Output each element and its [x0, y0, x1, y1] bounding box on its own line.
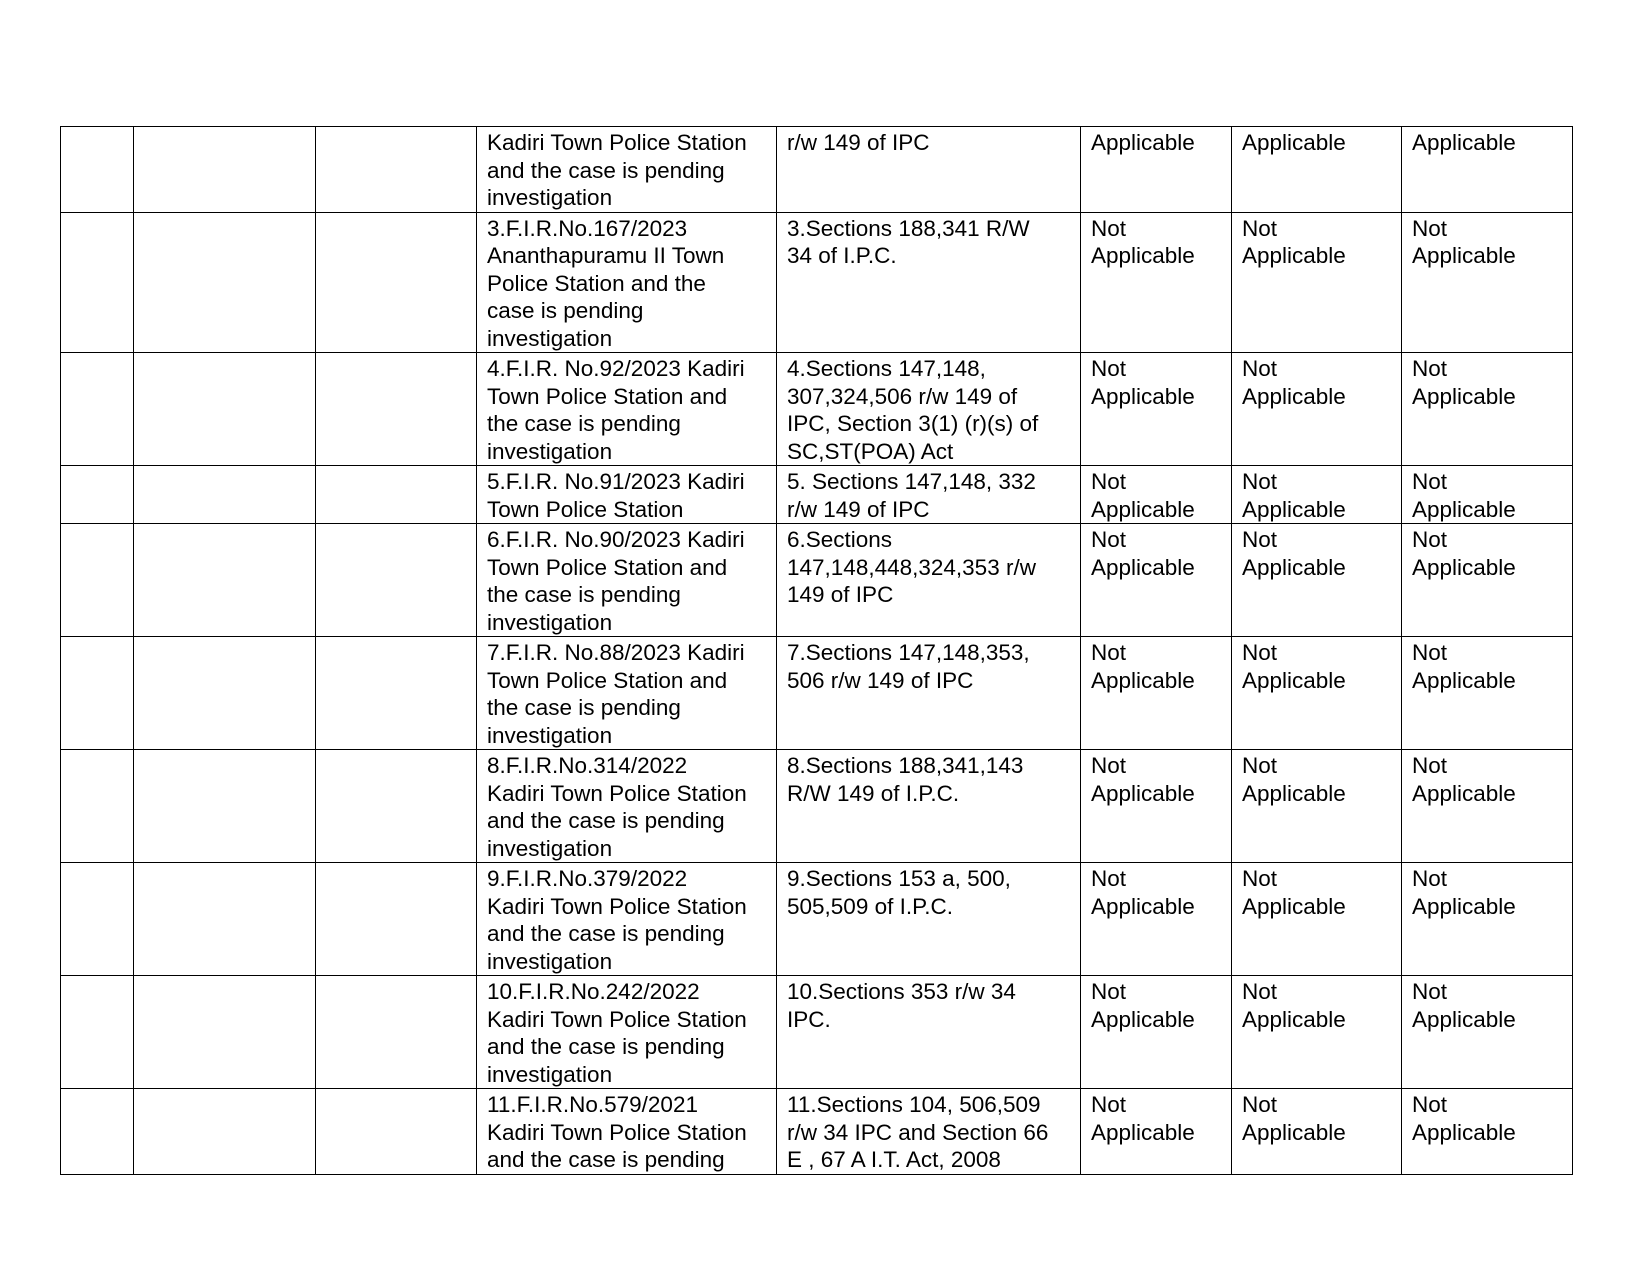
- case-details-cell: [477, 466, 777, 524]
- conviction-text: Applicable: [1242, 130, 1346, 155]
- sections-cell: [777, 637, 1081, 750]
- particulars-cell: [134, 353, 316, 466]
- particulars-cell: [134, 127, 316, 213]
- punishment-cell: [1081, 524, 1232, 637]
- sections-cell: [777, 976, 1081, 1089]
- case-details-text: 4.F.I.R. No.92/2023 Kadiri Town Police Station and the case is pending investigation: [487, 356, 745, 464]
- details-cell: [316, 637, 477, 750]
- case-details-text: 10.F.I.R.No.242/2022 Kadiri Town Police Station and the case is pending investigation: [487, 979, 747, 1087]
- sections-text: 5. Sections 147,148, 332 r/w 149 of IPC: [787, 469, 1036, 522]
- appeal-cell: [1402, 976, 1573, 1089]
- sections-text: 11.Sections 104, 506,509 r/w 34 IPC and Section 66 E , 67 A I.T. Act, 2008: [787, 1092, 1049, 1172]
- particulars-cell: [134, 524, 316, 637]
- table-row: [61, 976, 1573, 1089]
- case-details-cell: [477, 524, 777, 637]
- appeal-text: Not Applicable: [1412, 1092, 1516, 1145]
- punishment-text: Not Applicable: [1091, 1092, 1195, 1145]
- table-row: [61, 353, 1573, 466]
- sections-cell: [777, 353, 1081, 466]
- conviction-text: Not Applicable: [1242, 469, 1346, 522]
- sections-text: r/w 149 of IPC: [787, 130, 930, 155]
- sections-text: 7.Sections 147,148,353, 506 r/w 149 of IPC: [787, 640, 1030, 693]
- conviction-text: Not Applicable: [1242, 215, 1346, 268]
- sr-no-cell: [61, 524, 134, 637]
- conviction-cell: [1232, 212, 1402, 353]
- punishment-text: Not Applicable: [1091, 215, 1195, 268]
- sections-text: 10.Sections 353 r/w 34 IPC.: [787, 979, 1016, 1032]
- sr-no-cell: [61, 212, 134, 353]
- appeal-text: Applicable: [1412, 130, 1516, 155]
- sections-cell: [777, 863, 1081, 976]
- appeal-text: Not Applicable: [1412, 640, 1516, 693]
- conviction-cell: [1232, 1089, 1402, 1175]
- appeal-cell: [1402, 212, 1573, 353]
- table-row: [61, 212, 1573, 353]
- conviction-text: Not Applicable: [1242, 1092, 1346, 1145]
- conviction-text: Not Applicable: [1242, 866, 1346, 919]
- punishment-cell: [1081, 637, 1232, 750]
- details-cell: [316, 750, 477, 863]
- punishment-text: Not Applicable: [1091, 469, 1195, 522]
- particulars-cell: [134, 1089, 316, 1175]
- table-row: [61, 524, 1573, 637]
- case-details-cell: [477, 1089, 777, 1175]
- sections-cell: [777, 1089, 1081, 1175]
- punishment-cell: [1081, 863, 1232, 976]
- sr-no-cell: [61, 750, 134, 863]
- table-row: [61, 1089, 1573, 1175]
- conviction-cell: [1232, 524, 1402, 637]
- sr-no-cell: [61, 353, 134, 466]
- sr-no-cell: [61, 976, 134, 1089]
- appeal-text: Not Applicable: [1412, 527, 1516, 580]
- appeal-text: Not Applicable: [1412, 866, 1516, 919]
- appeal-text: Not Applicable: [1412, 356, 1516, 409]
- details-cell: [316, 524, 477, 637]
- appeal-text: Not Applicable: [1412, 979, 1516, 1032]
- conviction-cell: [1232, 353, 1402, 466]
- appeal-cell: [1402, 127, 1573, 213]
- appeal-cell: [1402, 353, 1573, 466]
- punishment-text: Not Applicable: [1091, 753, 1195, 806]
- sections-text: 6.Sections 147,148,448,324,353 r/w 149 of IPC: [787, 527, 1036, 607]
- punishment-cell: [1081, 212, 1232, 353]
- conviction-text: Not Applicable: [1242, 527, 1346, 580]
- conviction-text: Not Applicable: [1242, 753, 1346, 806]
- sr-no-cell: [61, 637, 134, 750]
- case-details-cell: [477, 127, 777, 213]
- table-row: [61, 127, 1573, 213]
- punishment-text: Not Applicable: [1091, 979, 1195, 1032]
- particulars-cell: [134, 212, 316, 353]
- sr-no-cell: [61, 127, 134, 213]
- sections-text: 9.Sections 153 a, 500, 505,509 of I.P.C.: [787, 866, 1011, 919]
- sections-text: 3.Sections 188,341 R/W 34 of I.P.C.: [787, 215, 1030, 268]
- appeal-cell: [1402, 1089, 1573, 1175]
- case-details-cell: [477, 353, 777, 466]
- appeal-cell: [1402, 637, 1573, 750]
- table-row: [61, 750, 1573, 863]
- particulars-cell: [134, 976, 316, 1089]
- conviction-cell: [1232, 750, 1402, 863]
- conviction-cell: [1232, 863, 1402, 976]
- punishment-text: Applicable: [1091, 130, 1195, 155]
- appeal-cell: [1402, 750, 1573, 863]
- sr-no-cell: [61, 1089, 134, 1175]
- table-row: [61, 863, 1573, 976]
- appeal-text: Not Applicable: [1412, 753, 1516, 806]
- case-details-cell: [477, 976, 777, 1089]
- details-cell: [316, 863, 477, 976]
- appeal-text: Not Applicable: [1412, 469, 1516, 522]
- conviction-text: Not Applicable: [1242, 979, 1346, 1032]
- case-details-cell: [477, 637, 777, 750]
- sr-no-cell: [61, 466, 134, 524]
- sections-cell: [777, 127, 1081, 213]
- punishment-text: Not Applicable: [1091, 866, 1195, 919]
- particulars-cell: [134, 750, 316, 863]
- table-body: [61, 127, 1573, 1175]
- punishment-cell: [1081, 750, 1232, 863]
- table-row: [61, 637, 1573, 750]
- particulars-cell: [134, 637, 316, 750]
- punishment-text: Not Applicable: [1091, 640, 1195, 693]
- details-cell: [316, 976, 477, 1089]
- conviction-text: Not Applicable: [1242, 640, 1346, 693]
- case-details-text: 6.F.I.R. No.90/2023 Kadiri Town Police Station and the case is pending investigation: [487, 527, 745, 635]
- appeal-text: Not Applicable: [1412, 215, 1516, 268]
- punishment-text: Not Applicable: [1091, 527, 1195, 580]
- sections-text: 4.Sections 147,148, 307,324,506 r/w 149 of IPC, Section 3(1) (r)(s) of SC,ST(POA) Act: [787, 356, 1039, 464]
- sr-no-cell: [61, 863, 134, 976]
- case-details-text: 7.F.I.R. No.88/2023 Kadiri Town Police Station and the case is pending investigation: [487, 640, 745, 748]
- sections-cell: [777, 466, 1081, 524]
- details-cell: [316, 1089, 477, 1175]
- sections-cell: [777, 524, 1081, 637]
- case-details-cell: [477, 750, 777, 863]
- case-details-text: 11.F.I.R.No.579/2021 Kadiri Town Police Station and the case is pending: [487, 1092, 747, 1172]
- conviction-text: Not Applicable: [1242, 356, 1346, 409]
- appeal-cell: [1402, 466, 1573, 524]
- case-details-text: Kadiri Town Police Station and the case is pending investigation: [487, 130, 747, 210]
- table-row: [61, 466, 1573, 524]
- case-details-cell: [477, 863, 777, 976]
- case-details-text: 8.F.I.R.No.314/2022 Kadiri Town Police Station and the case is pending investigation: [487, 753, 747, 861]
- conviction-cell: [1232, 976, 1402, 1089]
- details-cell: [316, 466, 477, 524]
- case-details-text: 3.F.I.R.No.167/2023 Ananthapuramu II Town Police Station and the case is pending investigation: [487, 215, 725, 351]
- conviction-cell: [1232, 127, 1402, 213]
- case-details-text: 9.F.I.R.No.379/2022 Kadiri Town Police Station and the case is pending investigation: [487, 866, 747, 974]
- appeal-cell: [1402, 863, 1573, 976]
- sections-cell: [777, 212, 1081, 353]
- particulars-cell: [134, 466, 316, 524]
- details-cell: [316, 212, 477, 353]
- sections-cell: [777, 750, 1081, 863]
- particulars-cell: [134, 863, 316, 976]
- appeal-cell: [1402, 524, 1573, 637]
- punishment-text: Not Applicable: [1091, 356, 1195, 409]
- punishment-cell: [1081, 976, 1232, 1089]
- details-cell: [316, 127, 477, 213]
- case-details-table: [60, 126, 1573, 1175]
- punishment-cell: [1081, 353, 1232, 466]
- punishment-cell: [1081, 127, 1232, 213]
- details-cell: [316, 353, 477, 466]
- case-details-text: 5.F.I.R. No.91/2023 Kadiri Town Police Station: [487, 469, 745, 522]
- conviction-cell: [1232, 637, 1402, 750]
- case-details-cell: [477, 212, 777, 353]
- punishment-cell: [1081, 1089, 1232, 1175]
- punishment-cell: [1081, 466, 1232, 524]
- sections-text: 8.Sections 188,341,143 R/W 149 of I.P.C.: [787, 753, 1024, 806]
- conviction-cell: [1232, 466, 1402, 524]
